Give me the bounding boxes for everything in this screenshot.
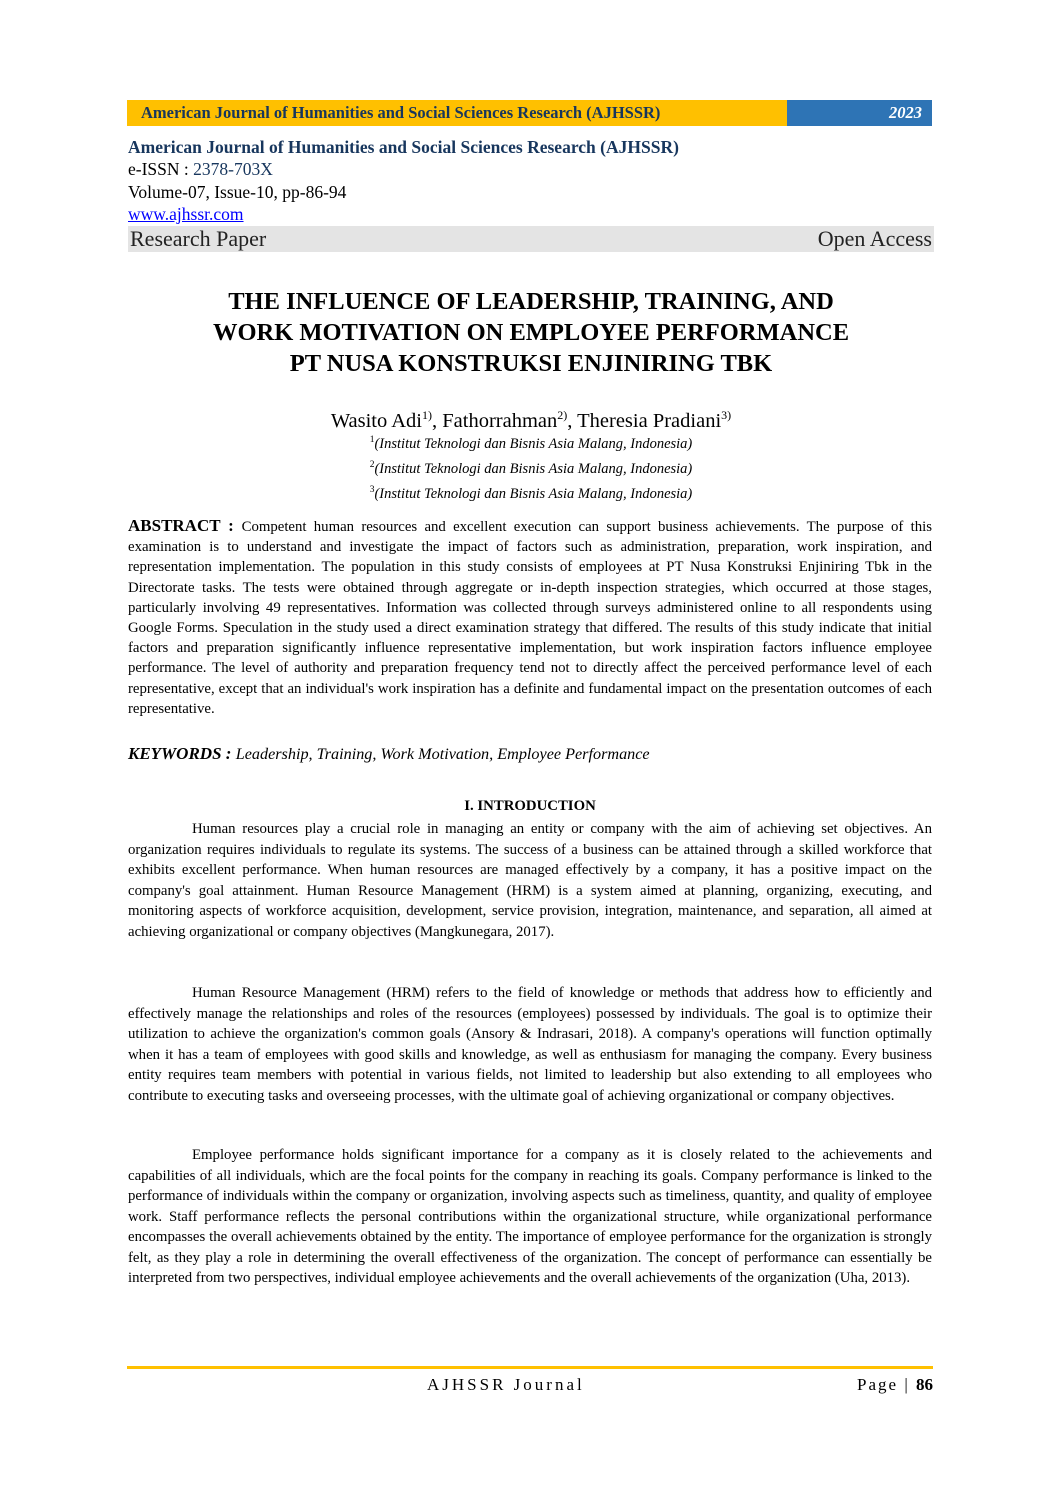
title-line: WORK MOTIVATION ON EMPLOYEE PERFORMANCE xyxy=(212,319,850,346)
author-affil-mark: 1) xyxy=(422,408,432,422)
author-name: Fathorrahman xyxy=(442,409,558,432)
paper-type: Research Paper xyxy=(130,226,267,251)
affiliation-text: (Institut Teknologi dan Bisnis Asia Malang, Indonesia) xyxy=(374,435,693,452)
footer-journal: AJHSSR Journal xyxy=(427,1375,585,1394)
paper-title xyxy=(128,286,934,379)
affiliation xyxy=(128,455,934,480)
author-affil-mark: 3) xyxy=(721,408,732,422)
body-paragraph: Human Resource Management (HRM) refers to the field of knowledge or methods that address how to efficiently and effectively manage the relationships and roles of the resources (employees) possessed by individuals. The goal is to optimize their utilization to achieve the organization's common goals (Ansory & Indrasari, 2018). A company's operations will function optimally when it has a team of employees with good skills and knowledge, as well as enthusiasm for managing the company. Every business entity requires team members with potential in various fields, not limited to leadership but also extending to all employees who contribute to executing tasks and overseeing processes, with the ultimate goal of achieving organizational or company objectives. xyxy=(128,985,932,1104)
affiliation-text: (Institut Teknologi dan Bisnis Asia Malang, Indonesia) xyxy=(374,485,693,502)
open-access-label: Open Access xyxy=(817,226,932,251)
author-separator: , xyxy=(567,409,578,432)
abstract-label: ABSTRACT : xyxy=(128,516,242,535)
affiliation xyxy=(128,480,934,505)
affiliation-mark: 2 xyxy=(369,459,375,470)
affiliation xyxy=(128,430,934,455)
footer-page xyxy=(857,1374,933,1396)
running-header xyxy=(127,100,932,126)
issn-label: e-ISSN : xyxy=(128,159,194,179)
footer-divider xyxy=(127,1366,933,1369)
keywords xyxy=(128,743,932,765)
body-paragraph: Human resources play a crucial role in managing an entity or company with the aim of achieving set objectives. An organization requires individuals to regulate its systems. The success of a business can be attained through a skilled workforce that exhibits excellent performance. When human resources are managed effectively by a company, it has a positive impact on the company's goal attainment. Human Resource Management (HRM) is a system aimed at planning, organizing, executing, and monitoring aspects of workforce acquisition, development, service provision, integration, maintenance, and separation, all aimed at achieving organizational or company objectives (Mangkunegara, 2017). xyxy=(128,821,932,940)
body-paragraph: Employee performance holds significant importance for a company as it is closely related to the achievements and capabilities of all individuals, which are the focal points for the company in reaching its goals. Company performance is linked to the performance of individuals within the company or organization, involving aspects such as timeliness, quantity, and quality of employee work. Staff performance reflects the personal contributions within the organizational structure, while organizational performance encompasses the overall achievements obtained by the entity. The importance of employee performance for the organization is strongly felt, as they play a role in determining the overall effectiveness of the organization. The concept of performance can essentially be interpreted from two perspectives, individual employee achievements and the overall achievements of the organization (Uha, 2013). xyxy=(128,1147,932,1286)
title-line: PT NUSA KONSTRUKSI ENJINIRING TBK xyxy=(289,350,773,377)
volume-line: Volume-07, Issue-10, pp-86-94 xyxy=(128,182,347,202)
paper-type-bar xyxy=(128,226,934,252)
author-name: Wasito Adi xyxy=(330,409,422,432)
author-separator: , xyxy=(432,409,443,432)
author-name: Theresia Pradiani xyxy=(577,409,722,432)
section-heading: I. INTRODUCTION xyxy=(464,798,596,814)
keywords-text: Leadership, Training, Work Motivation, Employee Performance xyxy=(235,745,650,763)
title-line: THE INFLUENCE OF LEADERSHIP, TRAINING, AND xyxy=(228,288,834,315)
header-year: 2023 xyxy=(787,100,932,126)
journal-website-link[interactable]: www.ajhssr.com xyxy=(128,204,244,224)
issn-line xyxy=(128,158,934,181)
abstract xyxy=(128,516,932,719)
affiliation-text: (Institut Teknologi dan Bisnis Asia Malang, Indonesia) xyxy=(374,460,693,477)
page-label: Page | xyxy=(857,1375,910,1394)
header-journal-title: American Journal of Humanities and Social Sciences Research (AJHSSR) xyxy=(127,100,787,126)
journal-name: American Journal of Humanities and Social Sciences Research (AJHSSR) xyxy=(128,137,679,157)
affiliation-mark: 1 xyxy=(369,435,375,445)
journal-info xyxy=(128,136,934,252)
page-number: 86 xyxy=(916,1375,933,1394)
issn-value: 2378-703X xyxy=(193,159,273,179)
author-affil-mark: 2) xyxy=(557,408,568,422)
affiliation-list xyxy=(128,430,934,504)
keywords-label: KEYWORDS : xyxy=(128,744,236,763)
affiliation-mark: 3 xyxy=(369,484,375,495)
abstract-text: Competent human resources and excellent execution can support business achievements. The purpose of this examination is to understand and investigate the impact of factors such as administration, preparation, work inspiration, and representation implementation. The population in this study consists of employees at PT Nusa Konstruksi Enjiniring Tbk in the Directorate tasks. The tests were obtained through aggregate or in-depth inspection strategies, which occurred at those stages, particularly involving 49 representatives. Information was collected through surveys administered online to all respondents using Google Forms. Speculation in the study used a direct examination strategy that differed. The results of this study indicate that initial factors and preparation significantly influence representative implementation, but work inspiration factors influence employee performance. The level of authority and preparation frequency tend not to directly affect the perceived performance level of each representative, except that an individual's work inspiration has a definite and fundamental impact on the presentation outcomes of each representative. xyxy=(128,519,932,717)
page-footer xyxy=(127,1374,933,1396)
